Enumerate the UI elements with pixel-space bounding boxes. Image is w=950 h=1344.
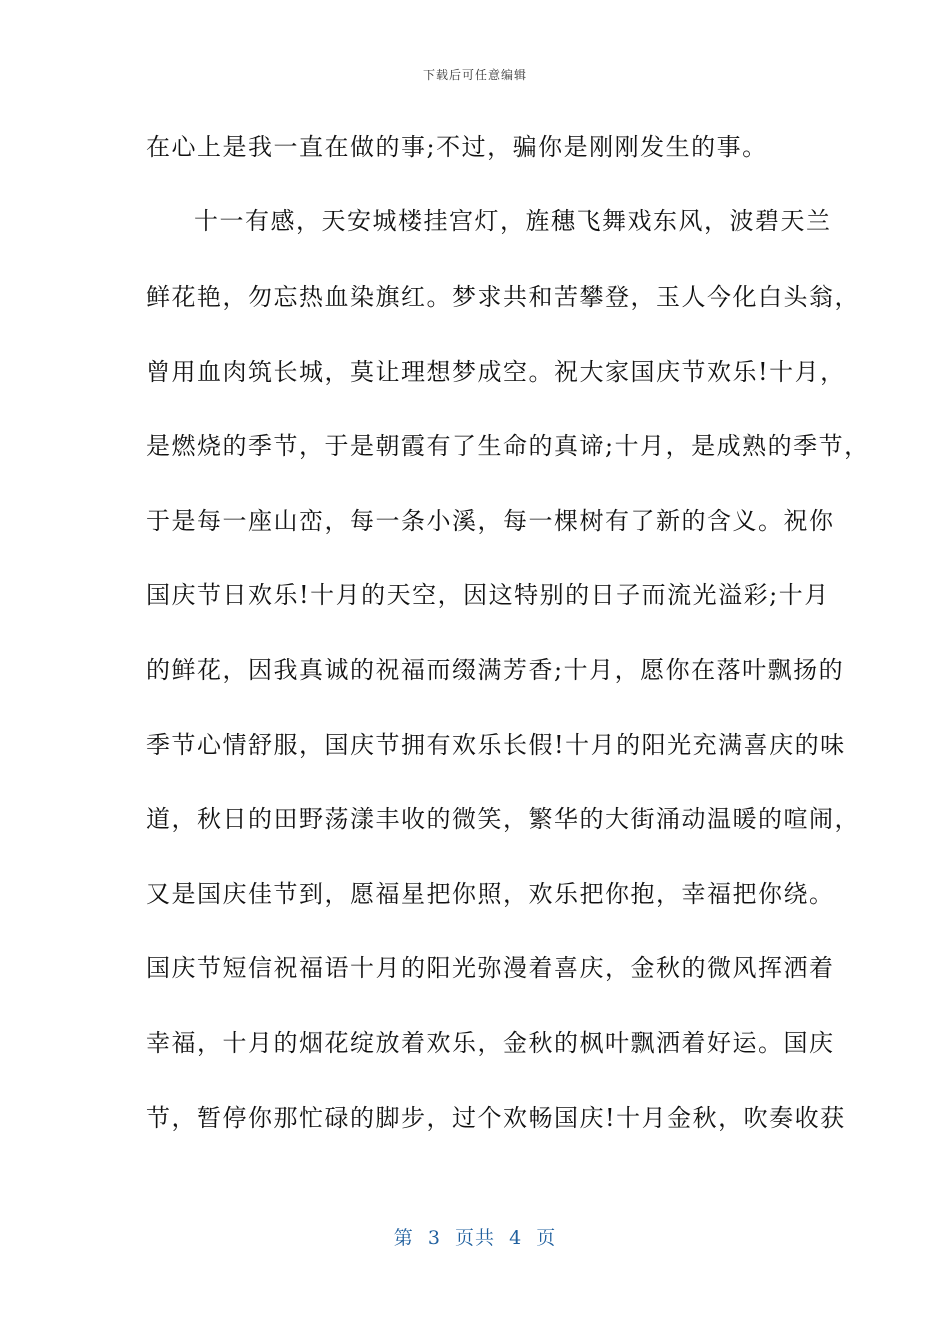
text-line: 的鲜花，因我真诚的祝福而缀满芳香;十月，愿你在落叶飘扬的 xyxy=(146,656,845,684)
text-line: 在心上是我一直在做的事;不过，骗你是刚刚发生的事。 xyxy=(146,133,768,161)
text-line: 季节心情舒服，国庆节拥有欢乐长假!十月的阳光充满喜庆的味 xyxy=(146,731,846,759)
text-line: 是燃烧的季节，于是朝霞有了生命的真谛;十月，是成熟的季节， xyxy=(146,432,870,460)
text-line: 幸福，十月的烟花绽放着欢乐，金秋的枫叶飘洒着好运。国庆 xyxy=(146,1029,835,1057)
text-line: 十一有感，天安城楼挂宫灯，旌穗飞舞戏东风，波碧天兰 xyxy=(194,207,832,235)
page-header: 下载后可任意编辑 xyxy=(422,68,527,82)
text-line: 节，暂停你那忙碌的脚步，过个欢畅国庆!十月金秋，吹奏收获 xyxy=(146,1104,846,1132)
text-line: 鲜花艳，勿忘热血染旗红。梦求共和苦攀登，玉人今化白头翁， xyxy=(146,283,860,311)
text-line: 国庆节短信祝福语十月的阳光弥漫着喜庆，金秋的微风挥洒着 xyxy=(146,954,835,982)
text-line: 国庆节日欢乐!十月的天空，因这特别的日子而流光溢彩;十月 xyxy=(146,581,830,609)
text-line: 道，秋日的田野荡漾丰收的微笑，繁华的大街涌动温暖的喧闹， xyxy=(146,805,860,833)
text-line: 于是每一座山峦，每一条小溪，每一棵树有了新的含义。祝你 xyxy=(146,507,835,535)
page-number: 第 3 页共 4 页 xyxy=(393,1227,557,1249)
text-line: 又是国庆佳节到，愿福星把你照，欢乐把你抱，幸福把你绕。 xyxy=(146,880,835,908)
text-line: 曾用血肉筑长城，莫让理想梦成空。祝大家国庆节欢乐!十月， xyxy=(146,358,846,386)
